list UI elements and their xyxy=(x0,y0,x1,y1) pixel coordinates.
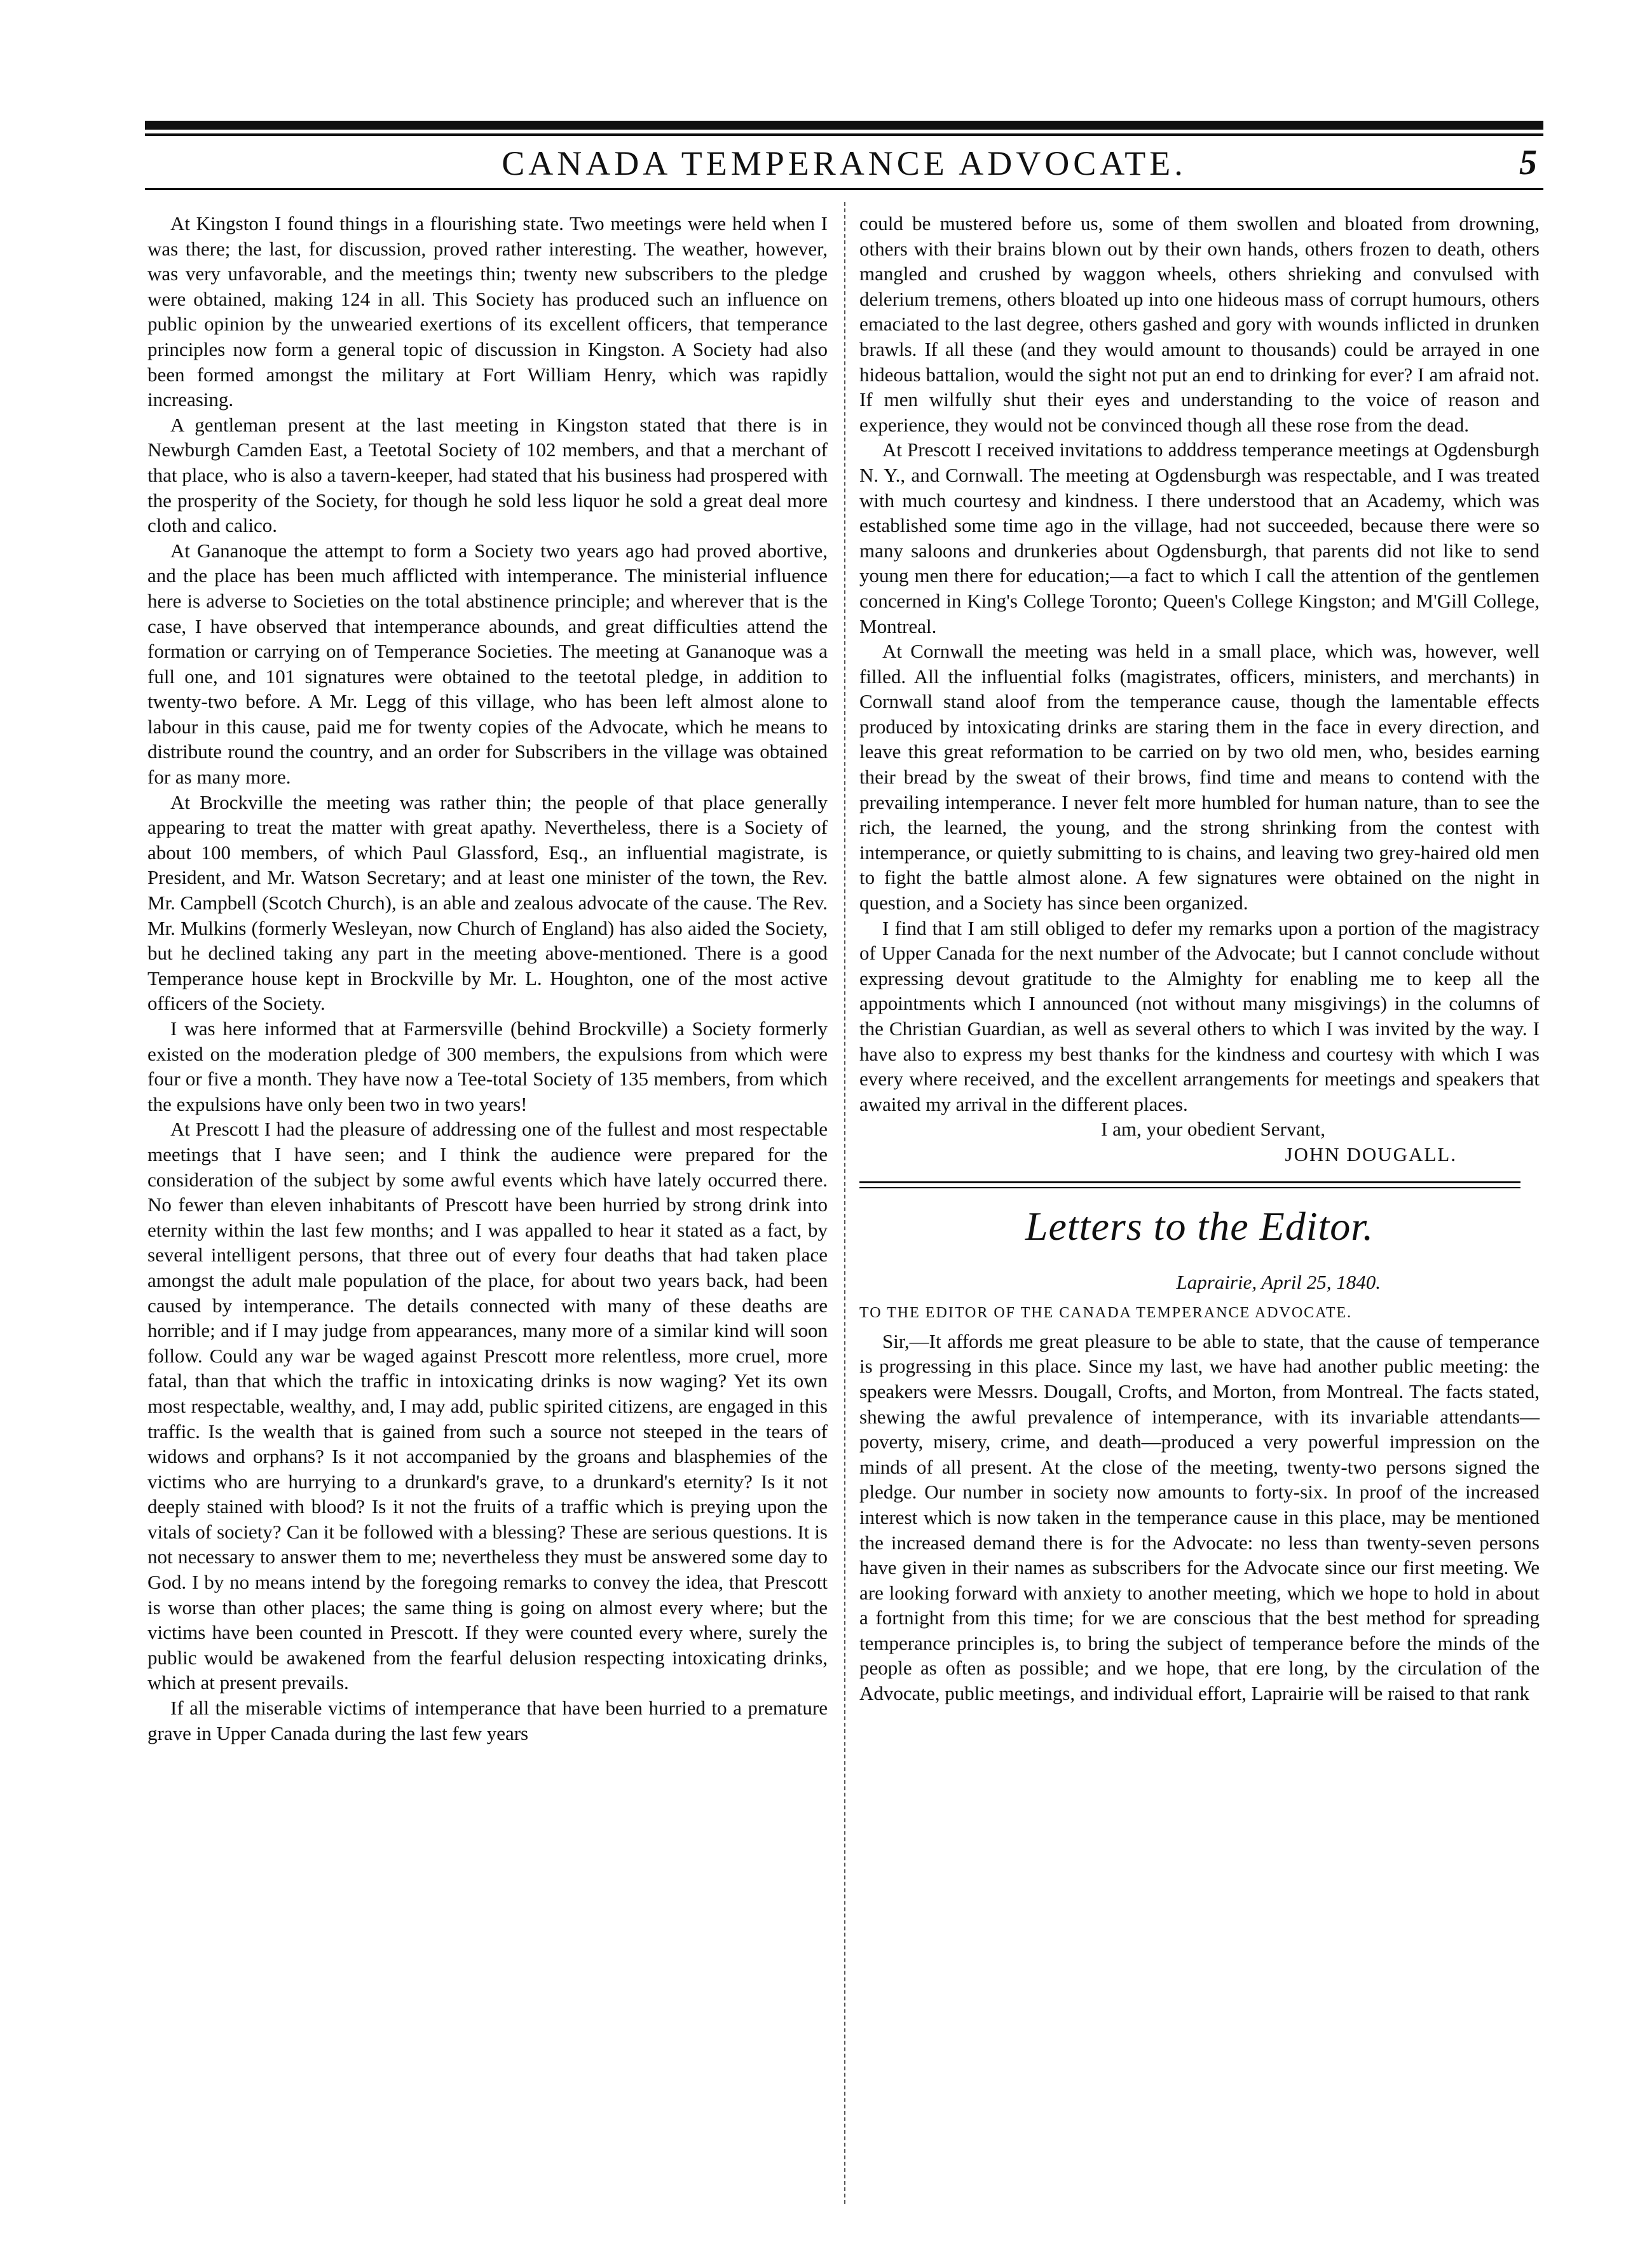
left-column xyxy=(147,211,828,1746)
column-divider xyxy=(844,202,845,2204)
paragraph-prescott: At Prescott I had the pleasure of addressing one of the fullest and most respectable meetings that I have seen; and I think the audience were prepared for the consideration of the subject by some awful events which have lately occurred there. No fewer than eleven inhabitants of Prescott have been hurried by strong drink into eternity within the last few months; and I was appalled to hear it stated as a fact, by several intelligent persons, that three out of every four deaths that had taken place amongst the adult male population of the place, for about two years back, had been caused by intemperance. The details connected with many of these deaths are horrible; and if I may judge from appearances, many more of a similar kind will soon follow. Could any war be waged against Prescott more relentless, more cruel, more fatal, than that which the traffic in intoxicating drinks is now waging? Yet its own most respectable, wealthy, and, I may add, public spirited citizens, are engaged in this traffic. Is the wealth that is gained from such a source not steeped in the tears of widows and orphans? Is it not accompanied by the groans and blasphemies of the victims who are hurrying to a drunkard's grave, to a drunkard's eternity? Is it not deeply stained with blood? Is it not the fruits of a traffic which is preying upon the vitals of society? Can it be followed with a blessing? These are serious questions. It is not necessary to answer them to me; nevertheless they must be answered some day to God. I by no means intend by the foregoing remarks to convey the idea, that Prescott is worse than other places; the same thing is going on almost every where; but the victims have been counted in Prescott. If they were counted every where, surely the public would be awakened from the fearful delusion respecting intoxicating drinks, which at present prevails. xyxy=(147,1118,828,1694)
paragraph-cornwall: At Cornwall the meeting was held in a small place, which was, however, well filled. All the influential folks (magistrates, officers, ministers, and merchants) in Cornwall stand aloof from the temperance cause, though the lamentable effects produced by intoxicating drinks are staring them in the face in every direction, and leave this great reformation to be carried on by two old men, who, besides earning their bread by the sweat of their brows, find time and means to contend with the prevailing intemperance. I never felt more humbled for human nature, than to see the rich, the learned, the young, and the strong shrinking from the contest with intemperance, or quietly submitting to is chains, and leaving two grey-haired old men to fight the battle almost alone. A few signatures were obtained on the night in question, and a Society has since been organized. xyxy=(859,640,1540,914)
newspaper-title: CANADA TEMPERANCE ADVOCATE. xyxy=(502,144,1187,182)
paragraph-kingston: At Kingston I found things in a flourishing state. Two meetings were held when I was there; the last, for discussion, proved rather interesting. The weather, however, was very unfavorable, and the meetings thin; twenty new subscribers to the pledge were obtained, making 124 in all. This Society has produced such an influence on public opinion by the unwearied exertions of its excellent officers, that temperance principles now form a general topic of discussion in Kingston. A Society had also been formed amongst the military at Fort William Henry, which was rapidly increasing. xyxy=(147,212,828,411)
paragraph-ogdensburgh: At Prescott I received invitations to adddress temperance meetings at Ogdensburgh N. Y., and Cornwall. The meeting at Ogdensburgh was respectable, and I was treated with much courtesy and kindness. I there understood that an Academy, which was established some time ago in the village, had not succeeded, because there were so many saloons and drunkeries about Ogdensburgh, that parents did not like to send young men there for education;—a fact to which I call the attention of the gentlemen concerned in King's College Toronto; Queen's College Kingston; and M'Gill College, Montreal. xyxy=(859,438,1540,637)
paragraph-newburgh: A gentleman present at the last meeting in Kingston stated that there is in Newburgh Camden East, a Teetotal Society of 102 members, and that a merchant of that place, who is also a tavern-keeper, had stated that his business had prospered with the prosperity of the Society, for though he sold less liquor he sold a great deal more cloth and calico. xyxy=(147,413,828,537)
paragraph-farmersville: I was here informed that at Farmersville (behind Brockville) a Society formerly existed on the moderation pledge of 300 members, the expulsions from which were four or five a month. They have now a Tee-total Society of 135 members, from which the expulsions have only been two in two years! xyxy=(147,1017,828,1115)
signature: JOHN DOUGALL. xyxy=(1285,1143,1457,1165)
section-rule xyxy=(859,1181,1520,1183)
top-thin-rule xyxy=(145,133,1543,136)
section-rule-thin xyxy=(859,1187,1520,1188)
closing-line: I am, your obedient Servant, xyxy=(1101,1118,1325,1141)
paragraph-continued: could be mustered before us, some of them swollen and bloated from drowning, others with their brains blown out by their own hands, others frozen to death, others mangled and crushed by waggon wheels, others shrieking and convulsed with delerium tremens, others bloated up into one hideous mass of corrupt humours, others emaciated to the last degree, others gashed and gory with wounds inflicted in drunken brawls. If all these (and they would amount to thousands) could be arrayed in one hideous battalion, would the sight not put an end to drinking for ever? I am afraid not. If men wilfully shut their eyes and understanding to the voice of reason and experience, they would not be convinced though all these rose from the dead. xyxy=(859,212,1540,436)
paragraph-brockville: At Brockville the meeting was rather thin; the people of that place generally appearing to treat the matter with great apathy. Nevertheless, there is a Society of about 100 members, of which Paul Glassford, Esq., an influential magistrate, is President, and Mr. Watson Secretary; and at least one minister of the town, the Rev. Mr. Campbell (Scotch Church), is an able and zealous advocate of the cause. The Rev. Mr. Mulkins (formerly Wesleyan, now Church of England) has also aided the Society, but he declined taking any part in the meeting above-mentioned. There is a good Temperance house kept in Brockville by Mr. L. Houghton, one of the most active officers of the Society. xyxy=(147,791,828,1015)
masthead xyxy=(145,141,1543,187)
section-heading: Letters to the Editor. xyxy=(1025,1203,1374,1249)
dateline: Laprairie, April 25, 1840. xyxy=(1176,1270,1381,1293)
paragraph-conclusion: I find that I am still obliged to defer my remarks upon a portion of the magistracy of Upper Canada for the next number of the Advocate; but I cannot conclude without expressing devout gratitude to the Almighty for enabling me to keep all the appointments which I announced (not without many misgivings) in the columns of the Christian Guardian, as well as several others to which I was invited by the way. I have also to express my best thanks for the kindness and courtesy with which I was every where received, and the excellent arrangements for meetings and speakers that awaited my arrival in the different places. xyxy=(859,916,1540,1115)
letter-address: TO THE EDITOR OF THE CANADA TEMPERANCE ADVOCATE. xyxy=(859,1305,1353,1322)
letter-body: Sir,—It affords me great pleasure to be able to state, that the cause of temperance is progressing in this place. Since my last, we have had another public meeting: the speakers were Messrs. Dougall, Crofts, and Morton, from Montreal. The facts stated, shewing the awful prevalence of intemperance, with its invariable attendants—poverty, misery, crime, and death—produced a very powerful impression on the minds of all present. At the close of the meeting, twenty-two persons signed the pledge. Our number in society now amounts to forty-six. In proof of the increased interest which is now taken in the temperance cause in this place, may be mentioned the increased demand there is for the Advocate: no less than twenty-seven persons have given in their names as subscribers for the Advocate since our first meeting. We are looking forward with anxiety to another meeting, which we hope to hold in about a fortnight from this time; for we are conscious that the best method for spreading temperance principles is, to bring the subject of temperance before the minds of the people as often as possible; and we hope, that ere long, by the circulation of the Advocate, public meetings, and individual effort, Laprairie will be raised to that rank xyxy=(859,1329,1540,1705)
paragraph-victims: If all the miserable victims of intemperance that have been hurried to a premature grave in Upper Canada during the last few years xyxy=(147,1697,828,1744)
masthead-rule xyxy=(145,188,1543,190)
page-number: 5 xyxy=(1519,143,1537,182)
top-heavy-rule xyxy=(145,121,1543,130)
paragraph-gananoque: At Gananoque the attempt to form a Society two years ago had proved abortive, and the place has been much afflicted with intemperance. The ministerial influence here is adverse to Societies on the total abstinence principle; and wherever that is the case, I have observed that intemperance abounds, and great difficulties attend the formation or carrying on of Temperance Societies. The meeting at Gananoque was a full one, and 101 signatures were obtained to the teetotal pledge, in addition to twenty-two before. A Mr. Legg of this village, who has been left almost alone to labour in this cause, paid me for twenty copies of the Advocate, which he means to distribute round the country, and an order for Subscribers in the village was obtained for as many more. xyxy=(147,539,828,789)
right-column xyxy=(859,211,1540,1706)
